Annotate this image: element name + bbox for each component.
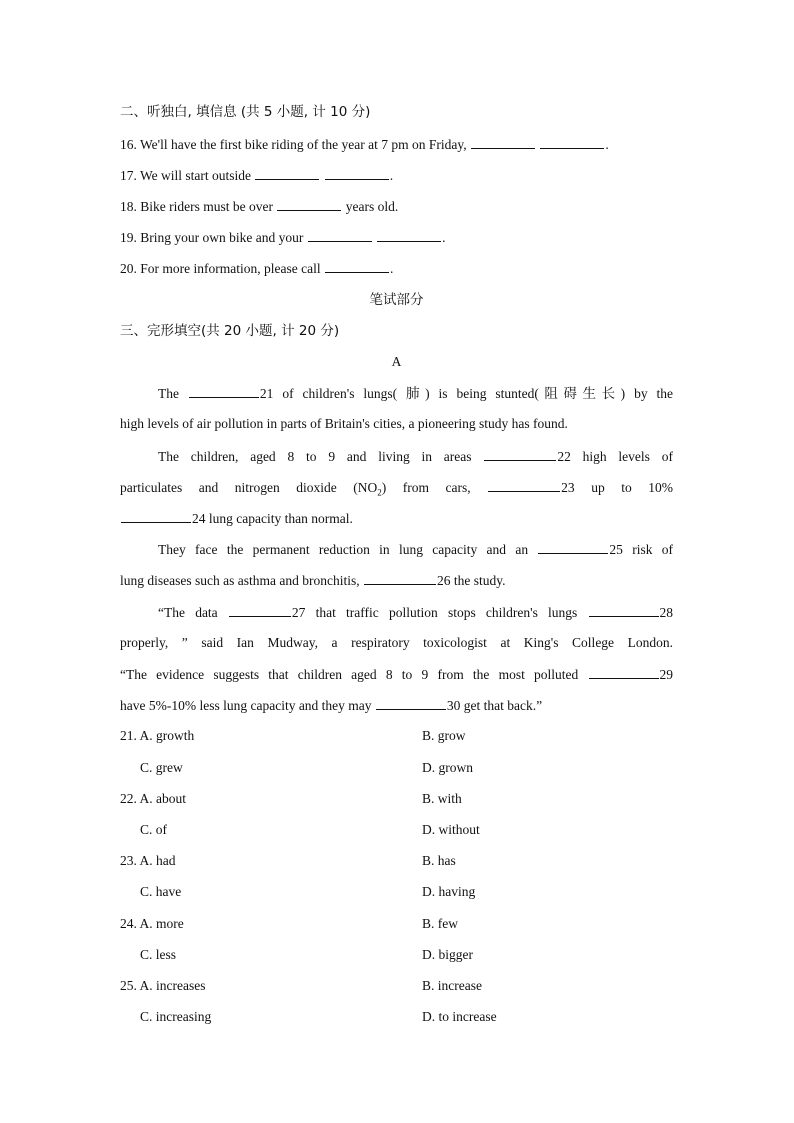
answer-blank-26[interactable]	[364, 570, 436, 585]
answer-blank[interactable]	[308, 227, 372, 242]
question-18: 18. Bike riders must be over years old.	[120, 196, 673, 217]
option-c[interactable]: C. increasing	[140, 1009, 212, 1024]
option-d[interactable]: D. without	[422, 822, 480, 837]
question-20: 20. For more information, please call .	[120, 258, 673, 279]
answer-blank[interactable]	[325, 258, 389, 273]
option-a[interactable]: 24. A. more	[120, 916, 184, 931]
option-c[interactable]: C. less	[140, 947, 177, 962]
option-b[interactable]: B. increase	[422, 978, 482, 993]
answer-blank-23[interactable]	[488, 477, 560, 492]
passage-line: have 5%-10% less lung capacity and they may 30 get that back.”	[120, 695, 673, 716]
passage-line: The children, aged 8 to 9 and living in areas 22 high levels of	[120, 446, 673, 467]
question-16: 16. We'll have the first bike riding of the year at 7 pm on Friday, .	[120, 134, 673, 155]
answer-blank[interactable]	[540, 134, 604, 149]
option-b[interactable]: B. few	[422, 916, 458, 931]
passage-line: particulates and nitrogen dioxide $(NO_2)$ from cars, 23 up to 10%	[120, 477, 673, 503]
option-c[interactable]: C. have	[140, 884, 182, 899]
passage-line: “The evidence suggests that children aged 8 to 9 from the most polluted 29	[120, 664, 673, 685]
option-b[interactable]: B. has	[422, 853, 456, 868]
answer-blank[interactable]	[471, 134, 535, 149]
passage-line: “The data 27 that traffic pollution stops children's lungs 28	[120, 602, 673, 623]
answer-blank[interactable]	[377, 227, 441, 242]
written-part-title: 笔试部分	[369, 292, 424, 308]
passage-label: A	[391, 354, 402, 369]
answer-blank-30[interactable]	[376, 695, 446, 710]
passage-line: properly, ” said Ian Mudway, a respiratory toxicologist at King's College London.	[120, 635, 673, 650]
section2-heading: 二、听独白, 填信息 (共 5 小题, 计 10 分)	[120, 104, 371, 120]
answer-blank[interactable]	[325, 165, 389, 180]
answer-blank-28[interactable]	[589, 602, 659, 617]
passage-line: lung diseases such as asthma and bronchitis, 26 the study.	[120, 570, 673, 591]
option-b[interactable]: B. grow	[422, 728, 466, 743]
option-c[interactable]: C. of	[140, 822, 167, 837]
answer-blank-29[interactable]	[589, 664, 659, 679]
option-a[interactable]: 22. A. about	[120, 791, 186, 806]
answer-blank-21[interactable]	[189, 383, 259, 398]
passage-line: The 21 of children's lungs( 肺) is being stunted(阻碍生长) by the	[120, 383, 673, 404]
answer-blank[interactable]	[255, 165, 319, 180]
answer-blank-27[interactable]	[229, 602, 291, 617]
section3-heading: 三、完形填空(共 20 小题, 计 20 分)	[120, 323, 340, 339]
option-a[interactable]: 21. A. growth	[120, 728, 195, 743]
option-a[interactable]: 23. A. had	[120, 853, 176, 868]
option-d[interactable]: D. bigger	[422, 947, 473, 962]
option-d[interactable]: D. grown	[422, 760, 473, 775]
question-17: 17. We will start outside .	[120, 165, 673, 186]
question-19: 19. Bring your own bike and your .	[120, 227, 673, 248]
answer-blank-24[interactable]	[121, 508, 191, 523]
passage-line: They face the permanent reduction in lung capacity and an 25 risk of	[120, 539, 673, 560]
option-b[interactable]: B. with	[422, 791, 462, 806]
answer-blank-25[interactable]	[538, 539, 608, 554]
answer-blank[interactable]	[277, 196, 341, 211]
option-d[interactable]: D. having	[422, 884, 476, 899]
passage-line: 24 lung capacity than normal.	[120, 508, 673, 529]
answer-blank-22[interactable]	[484, 446, 556, 461]
passage-line: high levels of air pollution in parts of Britain's cities, a pioneering study has found.	[120, 416, 568, 431]
option-a[interactable]: 25. A. increases	[120, 978, 206, 993]
option-d[interactable]: D. to increase	[422, 1009, 497, 1024]
option-c[interactable]: C. grew	[140, 760, 183, 775]
